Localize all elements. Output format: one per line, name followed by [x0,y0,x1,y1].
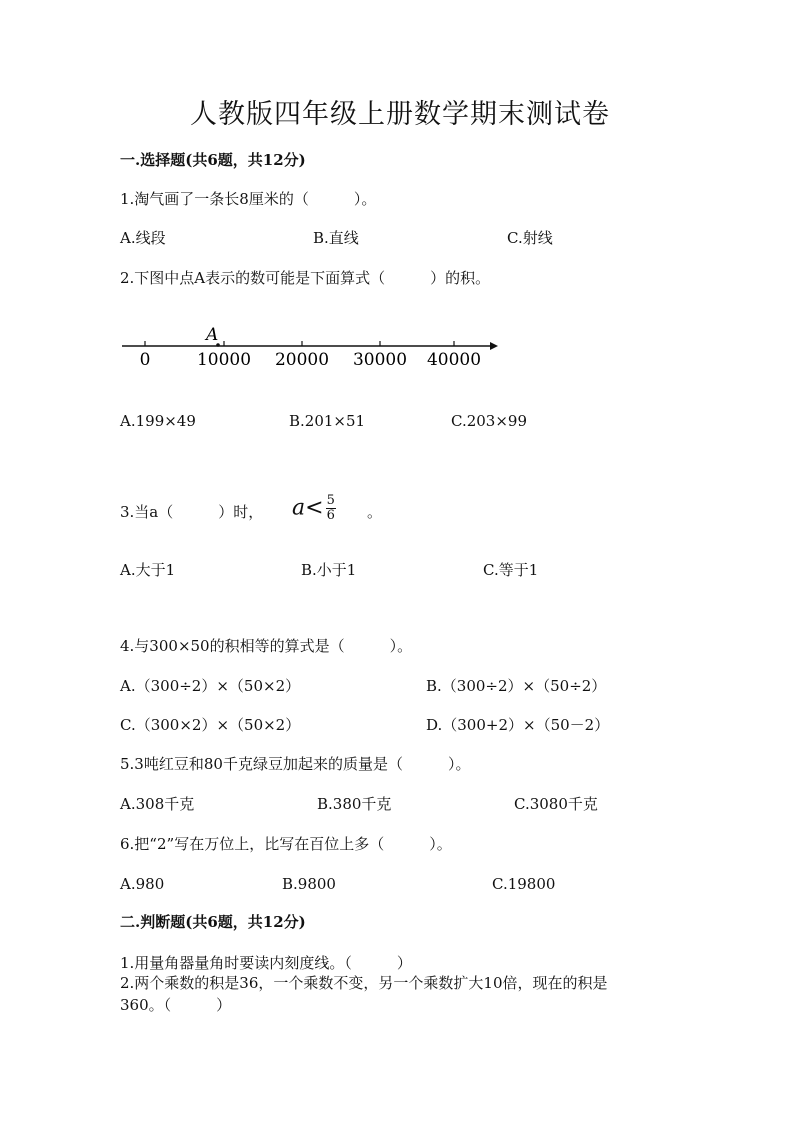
section-heading-choice: 一.选择题(共6题，共12分) [120,151,306,169]
question-2: 2.下图中点A表示的数可能是下面算式（ ）的积。 [120,269,491,287]
q3-option-b: B.小于1 [301,561,357,579]
q5-option-b: B.380千克 [317,795,392,813]
q3-option-c: C.等于1 [483,561,539,579]
q6-option-c: C.19800 [492,875,556,893]
inequality-variable: a [292,495,306,521]
question-3: 3.当a（ ）时， [120,503,264,521]
q4-option-b: B.（300÷2）×（50÷2） [426,677,607,695]
fraction-denominator: 6 [326,508,335,523]
tick-label-30000: 30000 [352,350,408,370]
tick-label-40000: 40000 [426,350,482,370]
tick-label-20000: 20000 [274,350,330,370]
number-line-figure [118,325,498,375]
q4-option-d: D.（300+2）×（50－2） [426,716,610,734]
question-1: 1.淘气画了一条长8厘米的（ ）。 [120,190,377,208]
q3-option-a: A.大于1 [120,561,176,579]
q4-option-c: C.（300×2）×（50×2） [120,716,301,734]
judgement-1: 1.用量角器量角时要读内刻度线。（ ） [120,954,412,972]
judgement-2-line-2: 360。（ ） [120,996,232,1014]
tick-label-10000: 10000 [196,350,252,370]
section-heading-judgement: 二.判断题(共6题，共12分) [120,913,306,931]
q1-option-a: A.线段 [120,229,166,247]
page-title: 人教版四年级上册数学期末测试卷 [190,99,610,130]
q6-option-a: A.980 [120,875,165,893]
question-3-suffix: 。 [367,503,383,521]
q2-option-a: A.199×49 [120,412,196,430]
fraction [326,494,336,523]
q2-option-c: C.203×99 [451,412,527,430]
q6-option-b: B.9800 [282,875,336,893]
question-6: 6.把“2”写在万位上，比写在百位上多（ ）。 [120,835,452,853]
point-a-label: A [206,325,219,345]
q2-option-b: B.201×51 [289,412,366,430]
arrow-head-icon [490,342,498,350]
inequality-expression [292,494,336,523]
question-4: 4.与300×50的积相等的算式是（ ）。 [120,637,413,655]
q5-option-a: A.308千克 [120,795,195,813]
tick-label-0: 0 [139,350,151,370]
question-5: 5.3吨红豆和80千克绿豆加起来的质量是（ ）。 [120,755,471,773]
q4-option-a: A.（300÷2）×（50×2） [120,677,301,695]
q5-option-c: C.3080千克 [514,795,598,813]
q1-option-b: B.直线 [313,229,359,247]
judgement-2-line-1: 2.两个乘数的积是36，一个乘数不变，另一个乘数扩大10倍，现在的积是 [120,974,608,992]
q1-option-c: C.射线 [507,229,553,247]
fraction-numerator: 5 [326,493,335,508]
inequality-operator: < [305,495,324,521]
